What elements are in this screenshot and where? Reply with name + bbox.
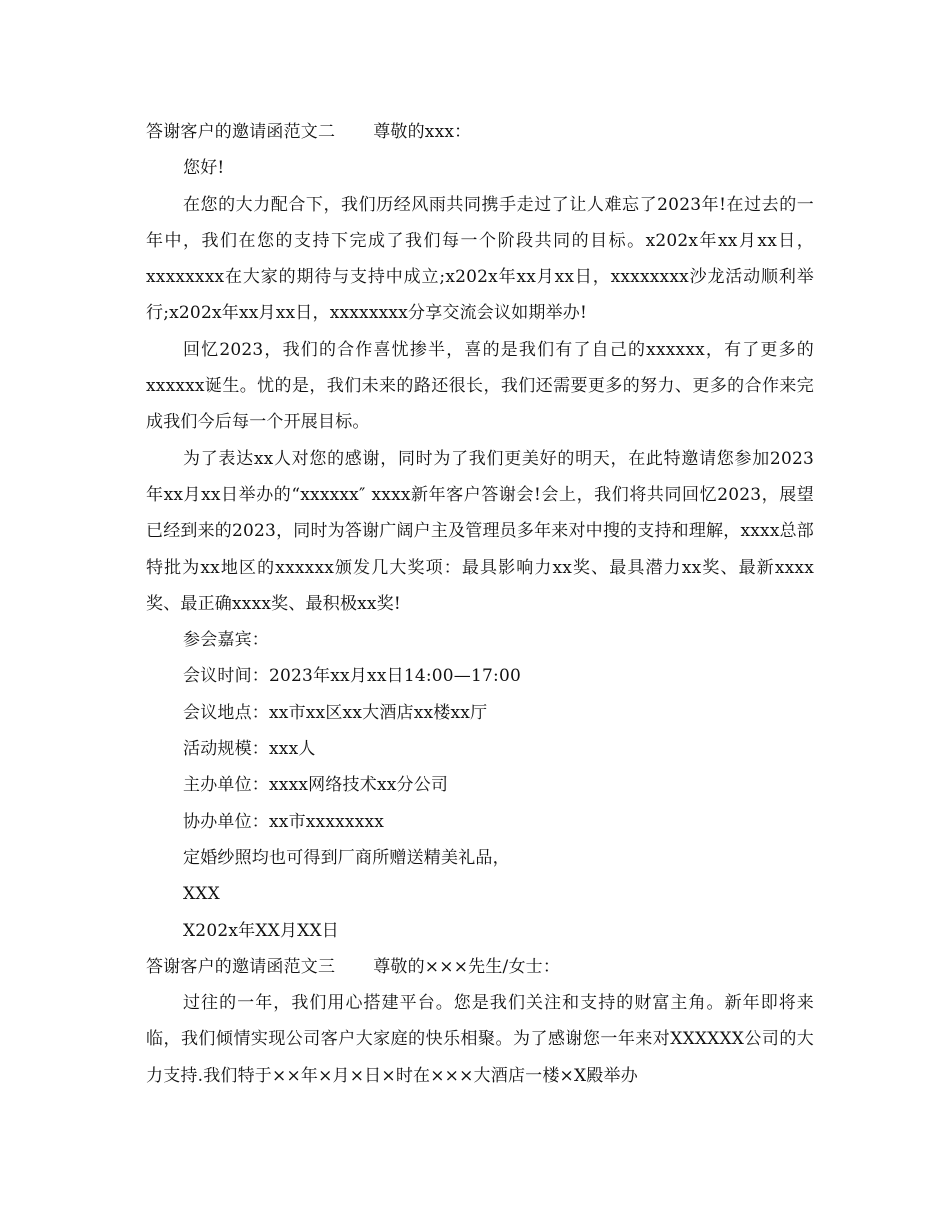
section2-paragraph-2: 回忆2023，我们的合作喜忧掺半，喜的是我们有了自己的xxxxxx，有了更多的xxxxxx诞生。忧的是，我们未来的路还很长，我们还需要更多的努力、更多的合作来完成我们今后每一个开展目标。 xyxy=(146,339,814,433)
section2-paragraph-1: 在您的大力配合下，我们历经风雨共同携手走过了让人难忘了2023年!在过去的一年中，我们在您的支持下完成了我们每一个阶段共同的目标。x202x年xx月xx日，xxxxxxxx在大家的期待与支持中成立;x202x年xx月xx日，xxxxxxxx沙龙活动顺利举行;x202x年xx月xx日，xxxxxxxx分享交流会议如期举办! xyxy=(146,194,814,324)
section2-guests: 参会嘉宾： xyxy=(183,630,269,651)
section2-title: 答谢客户的邀请函范文二 xyxy=(146,122,336,142)
section2-salutation: 尊敬的xxx： xyxy=(373,122,472,142)
section3-paragraph-1: 过往的一年，我们用心搭建平台。您是我们关注和支持的财富主角。新年即将来临，我们倾情实现公司客户大家庭的快乐相聚。为了感谢您一年来对XXXXXX公司的大力支持.我们特于××年×月×日×时在×××大酒店一楼×X殿举办 xyxy=(146,993,814,1086)
section2-heading-line xyxy=(146,114,814,150)
section2-host: 主办单位：xxxx网络技术xx分公司 xyxy=(183,775,449,796)
section2-date: X202x年XX月XX日 xyxy=(183,920,339,941)
section2-event-scale: 活动规模：xxx人 xyxy=(183,739,316,760)
document-page xyxy=(146,114,814,1094)
section2-co-host: 协办单位：xx市xxxxxxxx xyxy=(183,811,385,832)
section2-meeting-time: 会议时间：2023年xx月xx日14:00—17:00 xyxy=(183,666,521,687)
section3-title: 答谢客户的邀请函范文三 xyxy=(146,956,336,977)
section2-paragraph-3: 为了表达xx人对您的感谢，同时为了我们更美好的明天，在此特邀请您参加2023年xx月xx日举办的“xxxxxx″ xxxx新年客户答谢会!会上，我们将共同回忆2023，展望已经到来的2023，同时为答谢广阔户主及管理员多年来对中搜的支持和理解，xxxx总部特批为xx地区的xxxxxx颁发几大奖项：最具影响力xx奖、最具潜力xx奖、最新xxxx奖、最正确xxxx奖、最积极xx奖! xyxy=(146,448,815,614)
section3-heading-line xyxy=(146,949,814,985)
section2-gift-note: 定婚纱照均也可得到厂商所赠送精美礼品， xyxy=(183,847,510,868)
section2-greeting: 您好! xyxy=(183,158,225,179)
section2-meeting-venue: 会议地点：xx市xx区xx大酒店xx楼xx厅 xyxy=(183,702,488,723)
section2-signature: XXX xyxy=(183,884,220,905)
section3-salutation: 尊敬的×××先生/女士： xyxy=(373,956,561,977)
